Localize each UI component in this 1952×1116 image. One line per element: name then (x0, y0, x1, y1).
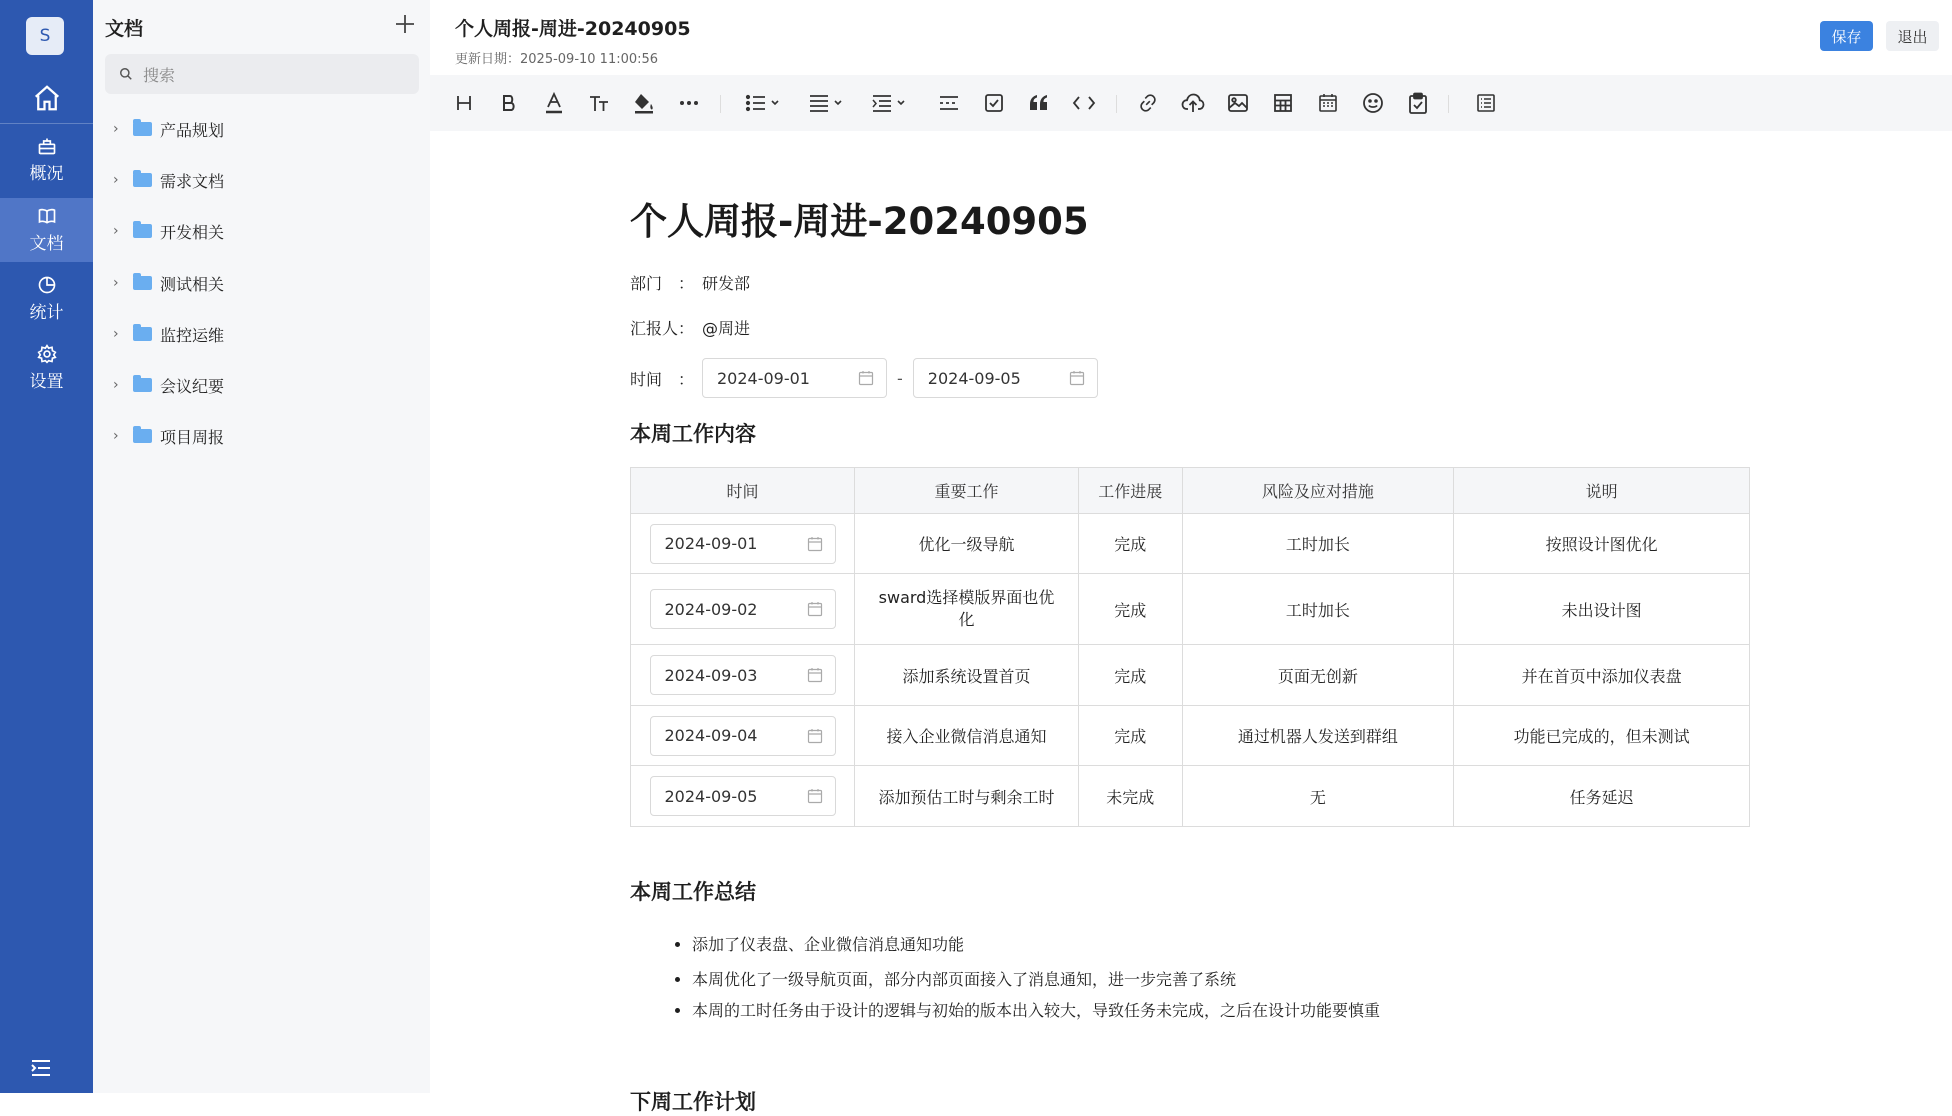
calendar-icon (807, 788, 823, 804)
tree-item[interactable] (113, 268, 224, 298)
rail-item-stats[interactable] (0, 267, 93, 331)
tree-item[interactable] (113, 165, 224, 195)
section-heading-plan: 下周工作计划 (630, 1090, 756, 1114)
emoji-icon (1362, 92, 1384, 114)
font-size-button[interactable] (581, 85, 617, 121)
date-cell (631, 766, 855, 827)
image-button[interactable] (1220, 85, 1256, 121)
section-heading-summary: 本周工作总结 (630, 880, 756, 904)
row-date-value: 2024-09-03 (664, 665, 758, 685)
table-button[interactable] (1265, 85, 1301, 121)
date-cell (631, 574, 855, 645)
progress-cell[interactable]: 完成 (1079, 645, 1183, 706)
note-cell[interactable]: 功能已完成的，但未测试 (1454, 706, 1750, 766)
column-header: 时间 (631, 468, 855, 514)
editor-toolbar (430, 75, 1952, 131)
paint-bucket-icon (632, 92, 656, 114)
column-header: 重要工作 (855, 468, 1079, 514)
work-cell[interactable]: 接入企业微信消息通知 (855, 706, 1079, 766)
table-row (631, 574, 1750, 645)
work-cell[interactable]: 添加预估工时与剩余工时 (855, 766, 1079, 827)
folder-icon (133, 327, 152, 341)
summary-list (692, 929, 1380, 1026)
updated-date: 更新日期：2025-09-10 11:00:56 (455, 52, 659, 67)
calendar-icon (807, 728, 823, 744)
rail-item-label: 概况 (29, 164, 64, 184)
upload-button[interactable] (1175, 85, 1211, 121)
risk-cell[interactable]: 工时加长 (1182, 514, 1454, 574)
toolbar-divider (720, 95, 721, 113)
progress-cell[interactable]: 完成 (1079, 514, 1183, 574)
rail-item-docs[interactable] (0, 198, 93, 262)
tree-item[interactable] (113, 421, 224, 451)
date-range-separator: - (897, 368, 903, 388)
more-icon (679, 100, 699, 106)
chevron-right-icon[interactable]: › (113, 172, 119, 188)
work-cell[interactable]: 添加系统设置首页 (855, 645, 1079, 706)
plus-icon (393, 12, 417, 36)
folder-icon (133, 173, 152, 187)
gear-icon (37, 344, 57, 364)
work-cell[interactable]: 优化一级导航 (855, 514, 1079, 574)
risk-cell[interactable]: 无 (1182, 766, 1454, 827)
avatar[interactable]: S (26, 17, 64, 55)
folder-icon (133, 429, 152, 443)
list-item[interactable]: • 本周优化了一级导航页面，部分内部页面接入了消息通知，进一步完善了系统 (692, 964, 1380, 995)
book-icon (37, 206, 57, 226)
rail-item-label: 设置 (29, 372, 64, 392)
chevron-right-icon[interactable]: › (113, 377, 119, 393)
table-row (631, 645, 1750, 706)
font-size-icon (588, 93, 610, 113)
quote-icon (1029, 94, 1049, 112)
start-date-value: 2024-09-01 (717, 368, 810, 388)
tree-item-label: 测试相关 (160, 274, 225, 294)
table-row (631, 766, 1750, 827)
bulleted-list-icon (745, 93, 781, 113)
date-cell (631, 706, 855, 766)
table-row (631, 706, 1750, 766)
heading-button[interactable] (446, 85, 482, 121)
exit-button[interactable]: 退出 (1886, 21, 1939, 51)
outline-icon (1476, 93, 1496, 113)
home-button[interactable] (0, 76, 93, 120)
work-cell[interactable]: sward选择模版界面也优化 (855, 574, 1079, 645)
date-cell (631, 645, 855, 706)
calendar-icon (807, 601, 823, 617)
folder-icon (133, 276, 152, 290)
tree-item-label: 需求文档 (160, 171, 225, 191)
horizontal-rule-icon (938, 93, 960, 113)
note-cell[interactable]: 任务延迟 (1454, 766, 1750, 827)
folder-icon (133, 122, 152, 136)
row-date-picker[interactable] (650, 524, 836, 564)
row-date-picker[interactable] (650, 589, 836, 629)
toolbar-divider (1116, 95, 1117, 113)
work-table (630, 467, 1750, 827)
reporter-mention[interactable]: @周进 (702, 319, 751, 338)
folder-icon (133, 224, 152, 238)
collapse-menu-button[interactable] (30, 1058, 60, 1080)
calendar-icon (807, 536, 823, 552)
search-icon (119, 67, 133, 81)
rail-divider (0, 123, 93, 124)
save-button[interactable]: 保存 (1820, 21, 1873, 51)
bulleted-list-button[interactable] (740, 85, 786, 121)
doc-title[interactable]: 个人周报-周进-20240905 (630, 200, 1089, 243)
doc-tree-panel (93, 0, 430, 1093)
add-doc-button[interactable] (393, 12, 419, 38)
note-cell[interactable]: 并在首页中添加仪表盘 (1454, 645, 1750, 706)
row-date-value: 2024-09-02 (664, 599, 758, 619)
note-cell[interactable]: 按照设计图优化 (1454, 514, 1750, 574)
divider-button[interactable] (931, 85, 967, 121)
toolbar-divider (1448, 95, 1449, 113)
dept-label: 部门 ： (630, 274, 695, 293)
row-date-value: 2024-09-05 (664, 786, 758, 806)
quote-button[interactable] (1021, 85, 1057, 121)
time-label: 时间 ： (630, 369, 695, 389)
link-button[interactable] (1130, 85, 1166, 121)
calendar-icon (1069, 370, 1085, 386)
note-cell[interactable]: 未出设计图 (1454, 574, 1750, 645)
menu-collapse-icon (30, 1058, 52, 1078)
chevron-right-icon[interactable]: › (113, 223, 119, 239)
clipboard-check-button[interactable] (1400, 85, 1436, 121)
checkbox-icon (984, 93, 1004, 113)
code-button[interactable] (1066, 85, 1102, 121)
chevron-right-icon[interactable]: › (113, 275, 119, 291)
section-heading-work: 本周工作内容 (630, 422, 756, 446)
rail-item-label: 文档 (29, 234, 64, 254)
link-icon (1137, 92, 1159, 114)
time-field (630, 358, 1098, 398)
home-icon (32, 83, 62, 113)
chevron-right-icon[interactable]: › (113, 428, 119, 444)
code-icon (1072, 94, 1096, 112)
row-date-picker[interactable] (650, 776, 836, 816)
rail-item-settings[interactable] (0, 336, 93, 400)
calendar-icon (858, 370, 874, 386)
calendar-icon (807, 667, 823, 683)
progress-cell[interactable]: 完成 (1079, 706, 1183, 766)
bold-icon (499, 93, 519, 113)
column-header: 工作进展 (1079, 468, 1183, 514)
progress-cell[interactable]: 未完成 (1079, 766, 1183, 827)
font-color-button[interactable] (536, 85, 572, 121)
tree-item[interactable] (113, 319, 224, 349)
heading-icon (454, 93, 474, 113)
checkbox-button[interactable] (976, 85, 1012, 121)
start-date-picker[interactable] (702, 358, 887, 398)
table-row (631, 514, 1750, 574)
indent-button[interactable] (866, 85, 912, 121)
cloud-upload-icon (1181, 92, 1205, 114)
progress-cell[interactable]: 完成 (1079, 574, 1183, 645)
doc-header-title: 个人周报-周进-20240905 (455, 18, 691, 40)
font-color-icon (544, 92, 564, 114)
image-icon (1227, 93, 1249, 113)
tree-item[interactable] (113, 370, 224, 400)
dept-value[interactable]: 研发部 (702, 274, 751, 293)
align-icon (808, 93, 844, 113)
table-icon (1273, 93, 1293, 113)
chevron-right-icon[interactable]: › (113, 121, 119, 137)
tree-item-label: 产品规划 (160, 120, 225, 140)
date-cell (631, 514, 855, 574)
editor-area (430, 0, 1952, 1114)
risk-cell[interactable]: 通过机器人发送到群组 (1182, 706, 1454, 766)
rail-item-label: 统计 (29, 303, 64, 323)
chevron-right-icon[interactable]: › (113, 326, 119, 342)
clipboard-check-icon (1408, 92, 1428, 114)
align-button[interactable] (803, 85, 849, 121)
column-header: 风险及应对措施 (1182, 468, 1454, 514)
indent-icon (871, 93, 907, 113)
nav-rail (0, 0, 93, 1093)
outline-button[interactable] (1468, 85, 1504, 121)
row-date-value: 2024-09-04 (664, 726, 758, 745)
tree-item[interactable] (113, 114, 224, 144)
search-input[interactable] (105, 54, 419, 94)
tree-item-label: 监控运维 (160, 325, 225, 345)
calendar-button[interactable] (1310, 85, 1346, 121)
tree-item-label: 会议纪要 (160, 376, 225, 396)
search-placeholder: 搜索 (143, 65, 176, 85)
rail-item-overview[interactable] (0, 128, 93, 192)
row-date-picker[interactable] (650, 716, 836, 756)
calendar-icon (1318, 93, 1338, 113)
tree-item[interactable] (113, 216, 224, 246)
chart-pie-icon (37, 275, 57, 295)
row-date-value: 2024-09-01 (664, 534, 758, 553)
reporter-label: 汇报人： (630, 319, 695, 338)
end-date-picker[interactable] (913, 358, 1098, 398)
risk-cell[interactable]: 工时加长 (1182, 574, 1454, 645)
list-item[interactable]: • 本周的工时任务由于设计的逻辑与初始的版本出入较大，导致任务未完成，之后在设计功能要慎重 (692, 995, 1380, 1026)
overview-icon (37, 136, 57, 156)
fill-color-button[interactable] (626, 85, 662, 121)
folder-icon (133, 378, 152, 392)
emoji-button[interactable] (1355, 85, 1391, 121)
table-header-row (631, 468, 1750, 514)
more-button[interactable] (671, 85, 707, 121)
reporter-field (630, 316, 750, 339)
tree-item-label: 项目周报 (160, 427, 225, 447)
bold-button[interactable] (491, 85, 527, 121)
risk-cell[interactable]: 页面无创新 (1182, 645, 1454, 706)
end-date-value: 2024-09-05 (927, 368, 1021, 388)
tree-item-label: 开发相关 (160, 222, 225, 242)
dept-field (630, 271, 750, 294)
column-header: 说明 (1454, 468, 1750, 514)
tree-title: 文档 (105, 18, 144, 40)
row-date-picker[interactable] (650, 655, 836, 695)
list-item[interactable]: • 添加了仪表盘、企业微信消息通知功能 (692, 929, 1380, 960)
